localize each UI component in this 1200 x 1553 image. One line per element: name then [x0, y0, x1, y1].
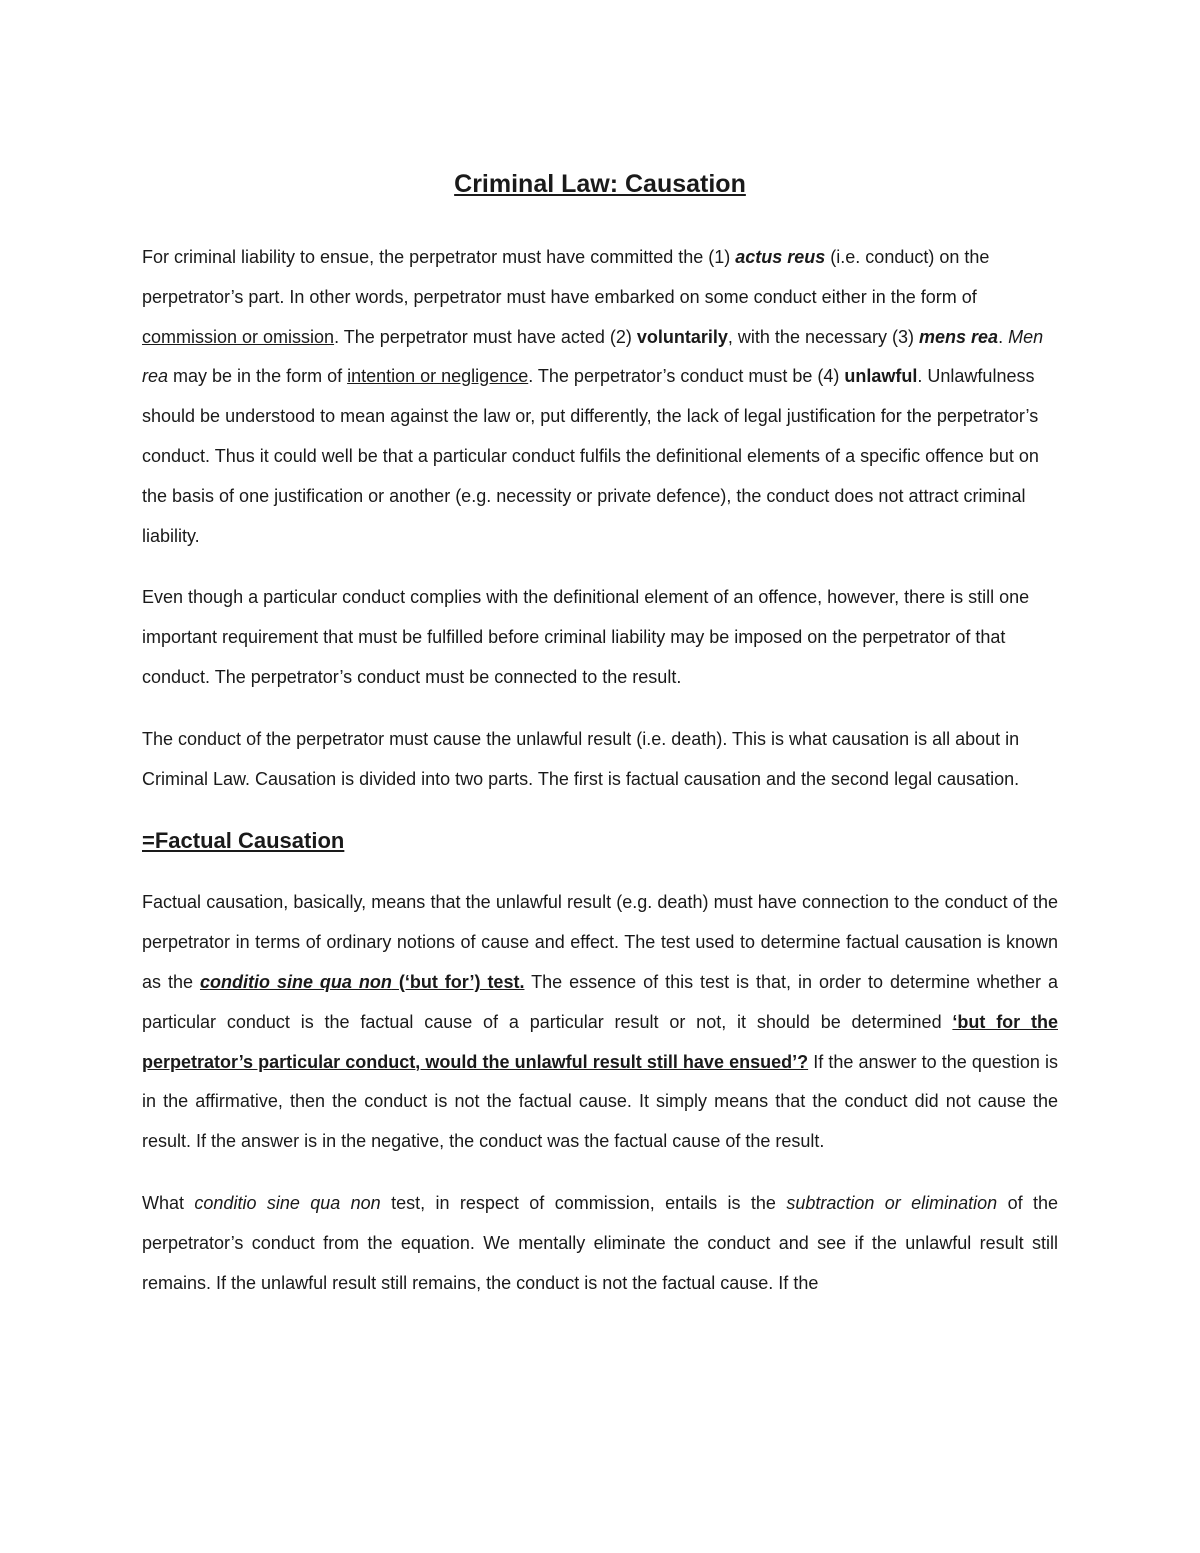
text-run: . Unlawfulness should be understood to mean against the law or, put differently, the lack of legal justification for the perpetrator’s conduct. Thus it could well be that a particular conduct fulfils the definitional elements of a specific offence but on the basis of one justification or another (e.g. necessity or private defence), the conduct does not attract criminal liability.	[142, 366, 1039, 546]
term-mens-rea: mens rea	[919, 326, 999, 347]
paragraph-subtraction-test	[142, 1184, 1058, 1303]
text-run: What	[142, 1192, 195, 1213]
text-run: If the answer to the question is in the affirmative, then the conduct is not the factual cause. It simply means that the conduct did not cause the result. If the answer is in the negative, the conduct was the factual cause of the result.	[142, 1051, 1058, 1152]
term-men-rea: Men rea	[142, 326, 1044, 387]
term-conditio-sine-qua-non-test	[200, 972, 524, 992]
paragraph-causation-intro: The conduct of the perpetrator must cause the unlawful result (i.e. death). This is what causation is all about in Criminal Law. Causation is divided into two parts. The first is factual causation and the second legal causation.	[142, 728, 1020, 789]
text-run: . The perpetrator’s conduct must be (4)	[528, 366, 845, 387]
term-conditio-sine-qua-non: conditio sine qua non	[194, 1192, 381, 1213]
term-voluntarily: voluntarily	[636, 326, 728, 347]
text-run: may be in the form of	[168, 366, 348, 387]
text-run: Factual causation, basically, means that the unlawful result (e.g. death) must have connection to the conduct of the perpetrator in terms of ordinary notions of cause and effect. The test used to determine factual causation is known as the	[142, 892, 1058, 992]
text-run: For criminal liability to ensue, the perpetrator must have committed the (1)	[142, 247, 736, 267]
text-run: of the perpetrator’s conduct from the equation. We mentally eliminate the conduct and see if the unlawful result still remains. If the unlawful result still remains, the conduct is not the factual cause. If the	[142, 1192, 1058, 1293]
but-for-question: ‘but for the perpetrator’s particular conduct, would the unlawful result still have ensued’?	[142, 1011, 1058, 1072]
term-unlawful: unlawful	[844, 366, 918, 387]
text-run: (i.e. conduct) on the perpetrator’s part. In other words, perpetrator must have embarked on some conduct either in the form of	[142, 247, 990, 307]
text-run: test, in respect of commission, entails is the	[380, 1192, 787, 1213]
term-commission-or-omission: commission or omission	[142, 326, 335, 347]
paragraph-elements-of-liability	[142, 238, 1058, 556]
paragraph-connection-requirement: Even though a particular conduct complies with the definitional element of an offence, however, there is still one important requirement that must be fulfilled before criminal liability may be imposed on the perpetrator of that conduct. The perpetrator’s conduct must be connected to the result.	[142, 587, 1030, 687]
section-heading-factual-causation: =Factual Causation	[142, 828, 345, 854]
term-intention-or-negligence: intention or negligence	[347, 366, 529, 387]
text-run: .	[998, 326, 1009, 347]
text-run: , with the necessary (3)	[727, 326, 919, 347]
term-actus-reus: actus reus	[735, 247, 826, 267]
document-title: Criminal Law: Causation	[454, 170, 746, 198]
term-subtraction-or-elimination: subtraction or elimination	[786, 1192, 998, 1213]
term-conditio-sine-qua-non: conditio sine qua non	[199, 971, 392, 992]
text-run: . The perpetrator must have acted (2)	[334, 326, 637, 347]
term-but-for-test: (‘but for’) test.	[391, 971, 525, 992]
paragraph-factual-causation	[142, 883, 1058, 1162]
text-run: The essence of this test is that, in order to determine whether a particular conduct is the factual cause of a particular result or not, it should be determined	[142, 971, 1058, 1032]
